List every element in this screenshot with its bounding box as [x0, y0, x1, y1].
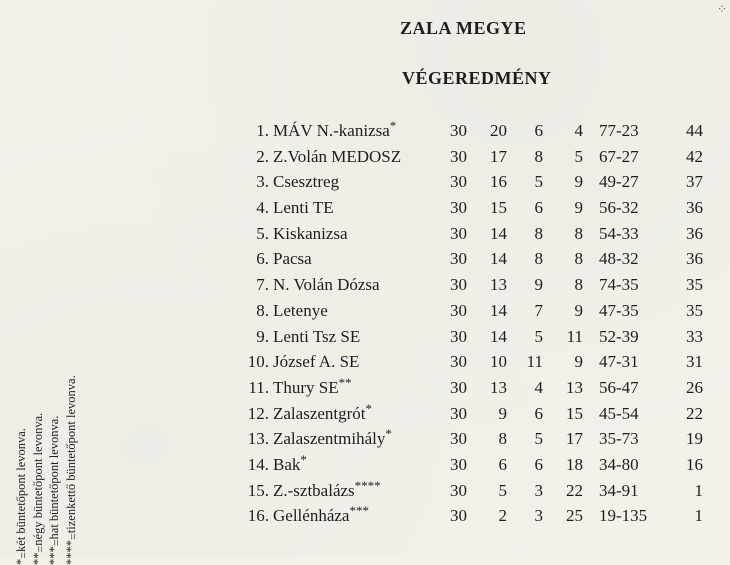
equals-sign: =: [33, 546, 47, 553]
losses-cell: 11: [555, 324, 583, 350]
rank-cell: 7.: [243, 272, 269, 298]
goals-cell: 34-91: [599, 478, 665, 504]
team-cell: [273, 324, 360, 350]
team-cell: [273, 298, 328, 324]
goals-cell: 34-80: [599, 452, 665, 478]
table-row: [243, 401, 713, 427]
wins-cell: 5: [477, 478, 507, 504]
team-name: Letenye: [273, 301, 328, 320]
points-cell: 22: [673, 401, 703, 427]
losses-cell: 13: [555, 375, 583, 401]
team-cell: [273, 349, 359, 375]
losses-cell: 8: [555, 272, 583, 298]
wins-cell: 16: [477, 169, 507, 195]
footnote: [64, 375, 81, 565]
draws-cell: 8: [515, 221, 543, 247]
team-name: Bak: [273, 455, 300, 474]
table-row: [243, 349, 713, 375]
games-cell: 30: [439, 401, 467, 427]
points-cell: 36: [673, 221, 703, 247]
draws-cell: 4: [515, 375, 543, 401]
equals-sign: =: [16, 552, 30, 559]
wins-cell: 6: [477, 452, 507, 478]
team-cell: [273, 144, 401, 170]
team-cell: [273, 452, 307, 478]
footnotes: [14, 375, 80, 565]
table-row: [243, 246, 713, 272]
table-row: [243, 426, 713, 452]
games-cell: 30: [439, 169, 467, 195]
goals-cell: 56-47: [599, 375, 665, 401]
points-cell: 36: [673, 195, 703, 221]
team-name: Gellénháza: [273, 506, 349, 525]
points-cell: 37: [673, 169, 703, 195]
games-cell: 30: [439, 272, 467, 298]
corner-dots: ⁘: [717, 2, 726, 17]
footnote-mark: ***: [47, 546, 61, 565]
points-cell: 1: [673, 503, 703, 529]
points-cell: 44: [673, 118, 703, 144]
team-name: Thury SE: [273, 378, 339, 397]
games-cell: 30: [439, 195, 467, 221]
points-cell: 16: [673, 452, 703, 478]
footnote-mark: ****: [64, 540, 78, 565]
draws-cell: 3: [515, 478, 543, 504]
points-cell: 19: [673, 426, 703, 452]
team-cell: [273, 118, 396, 144]
rank-cell: 10.: [243, 349, 269, 375]
losses-cell: 22: [555, 478, 583, 504]
footnote-mark: *: [14, 559, 28, 565]
draws-cell: 9: [515, 272, 543, 298]
wins-cell: 9: [477, 401, 507, 427]
rank-cell: 11.: [243, 375, 269, 401]
team-name: Pacsa: [273, 249, 312, 268]
goals-cell: 54-33: [599, 221, 665, 247]
footnote: [47, 375, 64, 565]
team-cell: [273, 221, 348, 247]
penalty-mark: *: [390, 118, 397, 133]
penalty-mark: *: [385, 426, 392, 441]
goals-cell: 45-54: [599, 401, 665, 427]
wins-cell: 14: [477, 221, 507, 247]
draws-cell: 7: [515, 298, 543, 324]
rank-cell: 15.: [243, 478, 269, 504]
wins-cell: 10: [477, 349, 507, 375]
goals-cell: 48-32: [599, 246, 665, 272]
team-cell: [273, 401, 372, 427]
losses-cell: 8: [555, 246, 583, 272]
losses-cell: 9: [555, 169, 583, 195]
team-cell: [273, 169, 339, 195]
rank-cell: 8.: [243, 298, 269, 324]
losses-cell: 9: [555, 195, 583, 221]
team-cell: [273, 426, 392, 452]
games-cell: 30: [439, 478, 467, 504]
losses-cell: 8: [555, 221, 583, 247]
rank-cell: 16.: [243, 503, 269, 529]
draws-cell: 8: [515, 144, 543, 170]
penalty-mark: **: [339, 375, 352, 390]
games-cell: 30: [439, 324, 467, 350]
losses-cell: 18: [555, 452, 583, 478]
team-cell: [273, 375, 352, 401]
points-cell: 42: [673, 144, 703, 170]
rank-cell: 6.: [243, 246, 269, 272]
equals-sign: =: [49, 539, 63, 546]
wins-cell: 8: [477, 426, 507, 452]
draws-cell: 5: [515, 324, 543, 350]
rank-cell: 9.: [243, 324, 269, 350]
rank-cell: 2.: [243, 144, 269, 170]
page-subtitle: VÉGEREDMÉNY: [0, 68, 730, 89]
table-row: [243, 195, 713, 221]
rank-cell: 4.: [243, 195, 269, 221]
table-row: [243, 478, 713, 504]
team-cell: [273, 246, 312, 272]
footnote-text: hat büntetőpont levonva.: [47, 416, 61, 540]
losses-cell: 4: [555, 118, 583, 144]
team-name: Zalaszentmihály: [273, 429, 385, 448]
losses-cell: 9: [555, 298, 583, 324]
losses-cell: 17: [555, 426, 583, 452]
rank-cell: 5.: [243, 221, 269, 247]
rank-cell: 13.: [243, 426, 269, 452]
wins-cell: 14: [477, 298, 507, 324]
footnote-mark: **: [31, 553, 45, 565]
draws-cell: 6: [515, 118, 543, 144]
team-name: MÁV N.-kanizsa: [273, 121, 390, 140]
goals-cell: 35-73: [599, 426, 665, 452]
wins-cell: 20: [477, 118, 507, 144]
points-cell: 35: [673, 298, 703, 324]
losses-cell: 15: [555, 401, 583, 427]
goals-cell: 67-27: [599, 144, 665, 170]
goals-cell: 74-35: [599, 272, 665, 298]
table-row: [243, 144, 713, 170]
wins-cell: 17: [477, 144, 507, 170]
games-cell: 30: [439, 246, 467, 272]
rank-cell: 3.: [243, 169, 269, 195]
goals-cell: 77-23: [599, 118, 665, 144]
draws-cell: 3: [515, 503, 543, 529]
team-name: Z.Volán MEDOSZ: [273, 147, 401, 166]
penalty-mark: ***: [349, 503, 369, 518]
rank-cell: 12.: [243, 401, 269, 427]
team-name: Csesztreg: [273, 172, 339, 191]
footnote-text: négy büntetőpont levonva.: [31, 413, 45, 546]
rank-cell: 1.: [243, 118, 269, 144]
draws-cell: 6: [515, 401, 543, 427]
games-cell: 30: [439, 503, 467, 529]
goals-cell: 47-35: [599, 298, 665, 324]
table-row: [243, 375, 713, 401]
games-cell: 30: [439, 118, 467, 144]
footnote-text: két büntetőpont levonva.: [14, 428, 28, 552]
team-cell: [273, 195, 334, 221]
team-name: Lenti Tsz SE: [273, 327, 360, 346]
wins-cell: 15: [477, 195, 507, 221]
points-cell: 33: [673, 324, 703, 350]
rank-cell: 14.: [243, 452, 269, 478]
goals-cell: 19-135: [599, 503, 665, 529]
equals-sign: =: [66, 533, 80, 540]
penalty-mark: ****: [355, 478, 381, 493]
wins-cell: 14: [477, 324, 507, 350]
games-cell: 30: [439, 452, 467, 478]
table-row: [243, 298, 713, 324]
losses-cell: 25: [555, 503, 583, 529]
team-name: Kiskanizsa: [273, 224, 348, 243]
points-cell: 1: [673, 478, 703, 504]
points-cell: 36: [673, 246, 703, 272]
games-cell: 30: [439, 349, 467, 375]
goals-cell: 52-39: [599, 324, 665, 350]
draws-cell: 5: [515, 169, 543, 195]
table-row: [243, 169, 713, 195]
games-cell: 30: [439, 375, 467, 401]
points-cell: 31: [673, 349, 703, 375]
table-row: [243, 503, 713, 529]
penalty-mark: *: [300, 452, 307, 467]
team-cell: [273, 272, 380, 298]
goals-cell: 49-27: [599, 169, 665, 195]
losses-cell: 9: [555, 349, 583, 375]
points-cell: 26: [673, 375, 703, 401]
page-title: ZALA MEGYE: [97, 18, 730, 39]
games-cell: 30: [439, 221, 467, 247]
standings-table: [243, 118, 713, 529]
draws-cell: 6: [515, 452, 543, 478]
wins-cell: 14: [477, 246, 507, 272]
team-cell: [273, 503, 369, 529]
games-cell: 30: [439, 144, 467, 170]
team-name: Lenti TE: [273, 198, 334, 217]
draws-cell: 8: [515, 246, 543, 272]
team-cell: [273, 478, 381, 504]
team-name: N. Volán Dózsa: [273, 275, 380, 294]
footnote: [14, 375, 31, 565]
losses-cell: 5: [555, 144, 583, 170]
table-row: [243, 221, 713, 247]
goals-cell: 56-32: [599, 195, 665, 221]
table-row: [243, 272, 713, 298]
table-row: [243, 324, 713, 350]
draws-cell: 6: [515, 195, 543, 221]
team-name: József A. SE: [273, 352, 359, 371]
footnote-text: tizenkettő büntetőpont levonva.: [64, 375, 78, 533]
wins-cell: 13: [477, 272, 507, 298]
draws-cell: 11: [515, 349, 543, 375]
goals-cell: 47-31: [599, 349, 665, 375]
wins-cell: 2: [477, 503, 507, 529]
penalty-mark: *: [366, 401, 373, 416]
games-cell: 30: [439, 426, 467, 452]
footnote: [31, 375, 48, 565]
table-row: [243, 118, 713, 144]
team-name: Zalaszentgrót: [273, 404, 366, 423]
draws-cell: 5: [515, 426, 543, 452]
table-row: [243, 452, 713, 478]
points-cell: 35: [673, 272, 703, 298]
wins-cell: 13: [477, 375, 507, 401]
team-name: Z.-sztbalázs: [273, 481, 355, 500]
games-cell: 30: [439, 298, 467, 324]
